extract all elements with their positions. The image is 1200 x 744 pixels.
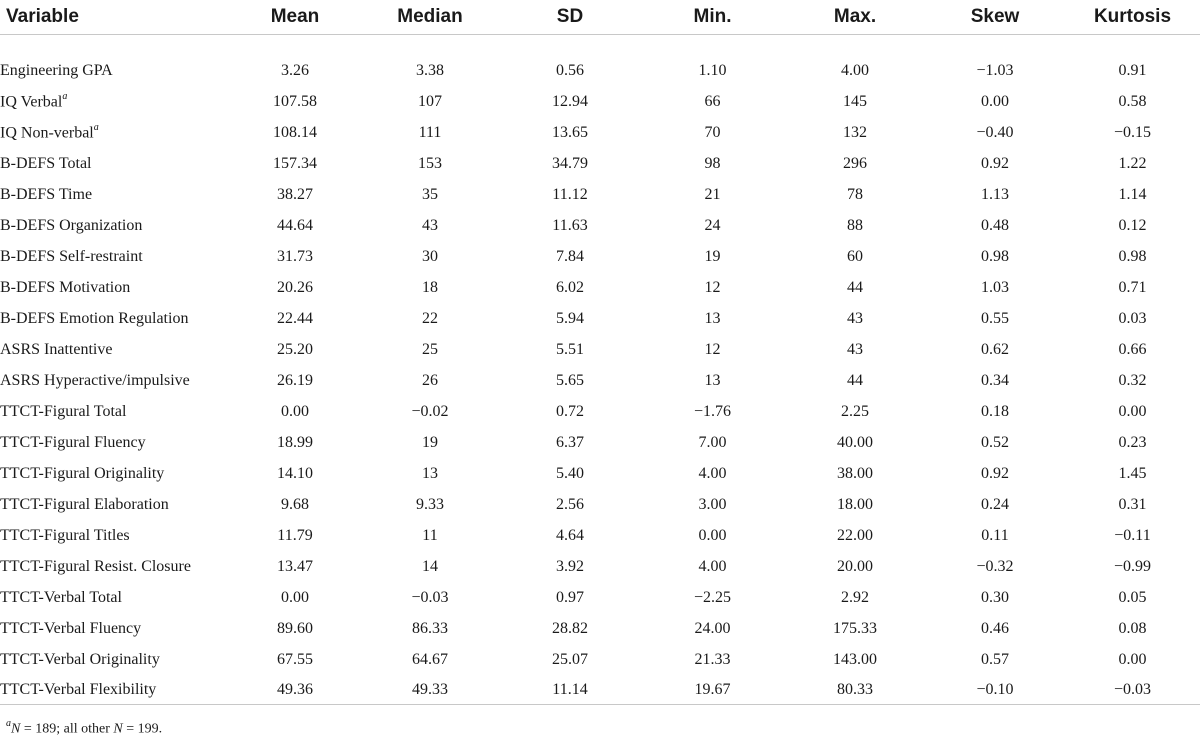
footnote-ref: a: [62, 90, 68, 102]
cell-min: 98: [704, 154, 721, 172]
cell-kurtosis: −0.11: [1114, 526, 1151, 544]
cell-sd: 5.94: [556, 309, 584, 327]
cell-variable: [0, 644, 230, 675]
variable-label: B-DEFS Organization: [0, 216, 143, 234]
cell-skew: 1.03: [981, 278, 1009, 296]
table-row: [0, 55, 1200, 86]
cell-min: 4.00: [698, 464, 727, 482]
cell-max: 43: [847, 309, 863, 327]
variable-label: ASRS Inattentive: [0, 340, 113, 358]
cell-median: 11: [422, 526, 438, 544]
cell-mean: 157.34: [273, 154, 317, 172]
footnote-n-2: N: [113, 721, 123, 737]
cell-sd: 11.63: [552, 216, 588, 234]
cell-variable: [0, 55, 230, 86]
cell-kurtosis: 1.22: [1118, 154, 1147, 172]
variable-label: TTCT-Figural Total: [0, 402, 127, 420]
cell-min: 12: [704, 340, 721, 358]
cell-kurtosis: 0.05: [1118, 588, 1147, 606]
cell-kurtosis: −0.03: [1065, 675, 1200, 705]
table-body: [0, 35, 1200, 705]
cell-median: 111: [418, 123, 442, 141]
cell-min: 21.33: [694, 650, 731, 668]
cell-skew: 0.34: [981, 371, 1009, 389]
cell-min: −2.25: [693, 588, 732, 606]
table-row: [0, 427, 1200, 458]
variable-label: TTCT-Verbal Originality: [0, 650, 160, 668]
cell-max: 2.92: [841, 588, 869, 606]
cell-sd: 13.65: [552, 123, 588, 141]
cell-median: 25: [422, 340, 438, 358]
cell-variable: [0, 551, 230, 582]
cell-mean: 67.55: [277, 650, 313, 668]
cell-max: 143.00: [833, 650, 877, 668]
cell-kurtosis: 0.98: [1118, 247, 1147, 265]
cell-kurtosis: 0.32: [1118, 371, 1147, 389]
cell-max: 296: [843, 154, 867, 172]
cell-median: 18: [422, 278, 438, 296]
cell-mean: 25.20: [277, 340, 313, 358]
cell-min: 4.00: [698, 557, 727, 575]
cell-sd: 4.64: [556, 526, 584, 544]
cell-mean: 13.47: [277, 557, 313, 575]
table-row: [0, 179, 1200, 210]
cell-min: 13: [704, 309, 721, 327]
table-row: [0, 644, 1200, 675]
cell-mean: 49.36: [230, 675, 360, 705]
cell-skew: 0.11: [981, 526, 1009, 544]
cell-max: 88: [847, 216, 863, 234]
cell-skew: 0.62: [981, 340, 1009, 358]
cell-median: 3.38: [416, 61, 444, 79]
cell-median: 49.33: [360, 675, 500, 705]
cell-kurtosis: 0.08: [1118, 619, 1147, 637]
cell-kurtosis: 0.00: [1118, 402, 1147, 420]
table-row: [0, 303, 1200, 334]
cell-variable: [0, 427, 230, 458]
cell-mean: 31.73: [277, 247, 313, 265]
variable-label: B-DEFS Total: [0, 154, 92, 172]
cell-max: 44: [847, 371, 863, 389]
cell-max: 43: [847, 340, 863, 358]
cell-variable: [0, 117, 230, 148]
cell-sd: 28.82: [552, 619, 588, 637]
cell-mean: 107.58: [273, 92, 317, 110]
cell-variable: [0, 179, 230, 210]
footnote-ref: a: [93, 121, 99, 133]
cell-min: 0.00: [698, 526, 727, 544]
cell-variable: [0, 489, 230, 520]
cell-sd: 0.56: [556, 61, 584, 79]
cell-variable: [0, 272, 230, 303]
cell-min: 24.00: [694, 619, 731, 637]
table-row: [0, 210, 1200, 241]
cell-variable: [0, 365, 230, 396]
cell-max: 44: [847, 278, 863, 296]
table-row: [0, 117, 1200, 148]
table-row: [0, 551, 1200, 582]
cell-mean: 14.10: [277, 464, 313, 482]
cell-min: 19: [704, 247, 721, 265]
cell-max: 145: [843, 92, 867, 110]
table-row: [0, 520, 1200, 551]
cell-sd: 12.94: [552, 92, 588, 110]
cell-kurtosis: 1.14: [1118, 185, 1147, 203]
cell-variable: [0, 613, 230, 644]
cell-variable: [0, 303, 230, 334]
table-row: [0, 458, 1200, 489]
cell-mean: 38.27: [277, 185, 313, 203]
cell-kurtosis: −0.99: [1113, 557, 1152, 575]
cell-kurtosis: 0.91: [1118, 61, 1147, 79]
table-row: [0, 613, 1200, 644]
cell-min: 7.00: [698, 433, 727, 451]
header-kurtosis: Kurtosis: [1065, 0, 1200, 35]
cell-sd: 0.72: [556, 402, 584, 420]
cell-median: 13: [422, 464, 438, 482]
cell-min: 1.10: [698, 61, 727, 79]
cell-skew: 0.46: [981, 619, 1009, 637]
cell-variable: [0, 148, 230, 179]
cell-mean: 26.19: [277, 371, 313, 389]
table-row: [0, 675, 1200, 705]
cell-skew: 0.30: [981, 588, 1009, 606]
cell-skew: 0.00: [981, 92, 1009, 110]
cell-mean: 18.99: [277, 433, 313, 451]
cell-max: 2.25: [841, 402, 869, 420]
cell-min: 19.67: [640, 675, 785, 705]
cell-mean: 9.68: [281, 495, 309, 513]
footnote-text-2: = 199.: [122, 721, 163, 737]
variable-label: IQ Verbal: [0, 93, 63, 111]
cell-kurtosis: −0.15: [1113, 123, 1152, 141]
variable-label: TTCT-Figural Titles: [0, 526, 130, 544]
cell-max: 175.33: [833, 619, 877, 637]
cell-skew: 0.92: [981, 464, 1009, 482]
cell-min: 3.00: [698, 495, 727, 513]
variable-label: B-DEFS Emotion Regulation: [0, 309, 189, 327]
cell-max: 20.00: [837, 557, 873, 575]
table-row: [0, 365, 1200, 396]
cell-median: 86.33: [412, 619, 448, 637]
variable-label: TTCT-Figural Resist. Closure: [0, 557, 191, 575]
variable-label: TTCT-Figural Fluency: [0, 433, 146, 451]
cell-max: 40.00: [837, 433, 873, 451]
cell-median: 22: [422, 309, 438, 327]
variable-label: B-DEFS Motivation: [0, 278, 131, 296]
cell-max: 4.00: [841, 61, 869, 79]
cell-max: 60: [847, 247, 863, 265]
cell-kurtosis: 0.12: [1118, 216, 1147, 234]
cell-variable: [0, 334, 230, 365]
cell-sd: 11.14: [500, 675, 640, 705]
cell-skew: −0.10: [925, 675, 1065, 705]
cell-median: 14: [422, 557, 438, 575]
cell-kurtosis: 0.58: [1118, 92, 1147, 110]
cell-sd: 5.40: [556, 464, 584, 482]
cell-skew: 0.92: [981, 154, 1009, 172]
cell-max: 38.00: [837, 464, 873, 482]
cell-sd: 25.07: [552, 650, 588, 668]
cell-variable: [0, 210, 230, 241]
table-row: [0, 272, 1200, 303]
cell-sd: 34.79: [552, 154, 588, 172]
cell-skew: 0.18: [981, 402, 1009, 420]
cell-max: 78: [847, 185, 863, 203]
header-variable: Variable: [0, 0, 230, 35]
cell-min: 24: [704, 216, 721, 234]
cell-kurtosis: 0.71: [1118, 278, 1147, 296]
cell-median: 35: [422, 185, 438, 203]
header-median: Median: [360, 0, 500, 35]
cell-skew: 0.52: [981, 433, 1009, 451]
cell-sd: 3.92: [556, 557, 584, 575]
variable-label: TTCT-Verbal Flexibility: [0, 680, 157, 698]
cell-min: 13: [704, 371, 721, 389]
cell-skew: 0.48: [981, 216, 1009, 234]
footnote-n-1: N: [11, 721, 21, 737]
cell-mean: 11.79: [277, 526, 313, 544]
variable-label: B-DEFS Time: [0, 185, 93, 203]
cell-sd: 5.51: [556, 340, 584, 358]
table-row: [0, 396, 1200, 427]
cell-median: 19: [422, 433, 438, 451]
cell-skew: −0.40: [976, 123, 1014, 141]
cell-sd: 6.02: [556, 278, 584, 296]
header-max: Max.: [785, 0, 925, 35]
cell-max: 22.00: [837, 526, 873, 544]
variable-label: TTCT-Figural Elaboration: [0, 495, 169, 513]
cell-skew: 0.24: [981, 495, 1009, 513]
cell-min: 21: [704, 185, 721, 203]
table-row: [0, 582, 1200, 613]
cell-sd: 7.84: [556, 247, 584, 265]
variable-label: TTCT-Verbal Total: [0, 588, 122, 606]
header-mean: Mean: [230, 0, 360, 35]
cell-skew: 0.98: [981, 247, 1009, 265]
cell-min: 70: [704, 123, 721, 141]
header-row: [0, 0, 1200, 35]
variable-label: TTCT-Figural Originality: [0, 464, 165, 482]
table-row: [0, 86, 1200, 117]
cell-mean: 3.26: [281, 61, 309, 79]
table-row: [0, 489, 1200, 520]
cell-sd: 11.12: [552, 185, 588, 203]
cell-sd: 6.37: [556, 433, 584, 451]
cell-mean: 22.44: [277, 309, 313, 327]
cell-skew: 1.13: [981, 185, 1009, 203]
cell-kurtosis: 0.23: [1118, 433, 1147, 451]
cell-median: −0.03: [411, 588, 449, 606]
cell-variable: [0, 458, 230, 489]
cell-sd: 0.97: [556, 588, 584, 606]
table-row: [0, 148, 1200, 179]
cell-kurtosis: 0.66: [1118, 340, 1147, 358]
cell-skew: −0.32: [976, 557, 1014, 575]
cell-skew: 0.57: [981, 650, 1009, 668]
footnote-mark: a: [6, 718, 11, 729]
variable-label: IQ Non-verbal: [0, 124, 94, 142]
header-min: Min.: [640, 0, 785, 35]
cell-mean: 89.60: [277, 619, 313, 637]
cell-median: 153: [418, 154, 442, 172]
cell-median: −0.02: [411, 402, 449, 420]
table-row: [0, 241, 1200, 272]
cell-kurtosis: 1.45: [1118, 464, 1147, 482]
cell-max: 18.00: [837, 495, 873, 513]
cell-mean: 108.14: [273, 123, 317, 141]
variable-label: ASRS Hyperactive/impulsive: [0, 371, 190, 389]
footnote-text-1: = 189; all other: [20, 721, 114, 737]
table-row: [0, 334, 1200, 365]
cell-variable: [0, 86, 230, 117]
cell-min: 66: [704, 92, 721, 110]
cell-mean: 20.26: [277, 278, 313, 296]
header-sd: SD: [500, 0, 640, 35]
cell-median: 43: [422, 216, 438, 234]
cell-max: 132: [843, 123, 867, 141]
cell-mean: 0.00: [281, 588, 309, 606]
cell-variable: [0, 675, 230, 705]
variable-label: TTCT-Verbal Fluency: [0, 619, 142, 637]
cell-variable: [0, 582, 230, 613]
cell-variable: [0, 241, 230, 272]
cell-mean: 0.00: [281, 402, 309, 420]
table-footnote: [6, 719, 162, 738]
variable-label: B-DEFS Self-restraint: [0, 247, 143, 265]
cell-kurtosis: 0.00: [1118, 650, 1147, 668]
cell-sd: 2.56: [556, 495, 584, 513]
cell-skew: −1.03: [976, 61, 1014, 79]
cell-kurtosis: 0.31: [1118, 495, 1147, 513]
variable-label: Engineering GPA: [0, 61, 113, 79]
cell-sd: 5.65: [556, 371, 584, 389]
cell-median: 64.67: [412, 650, 448, 668]
cell-variable: [0, 396, 230, 427]
cell-min: 12: [704, 278, 721, 296]
cell-min: −1.76: [693, 402, 732, 420]
header-skew: Skew: [925, 0, 1065, 35]
cell-median: 26: [422, 371, 438, 389]
cell-skew: 0.55: [981, 309, 1009, 327]
cell-variable: [0, 520, 230, 551]
cell-median: 107: [418, 92, 442, 110]
cell-mean: 44.64: [277, 216, 313, 234]
cell-max: 80.33: [785, 675, 925, 705]
cell-median: 30: [422, 247, 438, 265]
cell-kurtosis: 0.03: [1118, 309, 1147, 327]
cell-median: 9.33: [416, 495, 444, 513]
